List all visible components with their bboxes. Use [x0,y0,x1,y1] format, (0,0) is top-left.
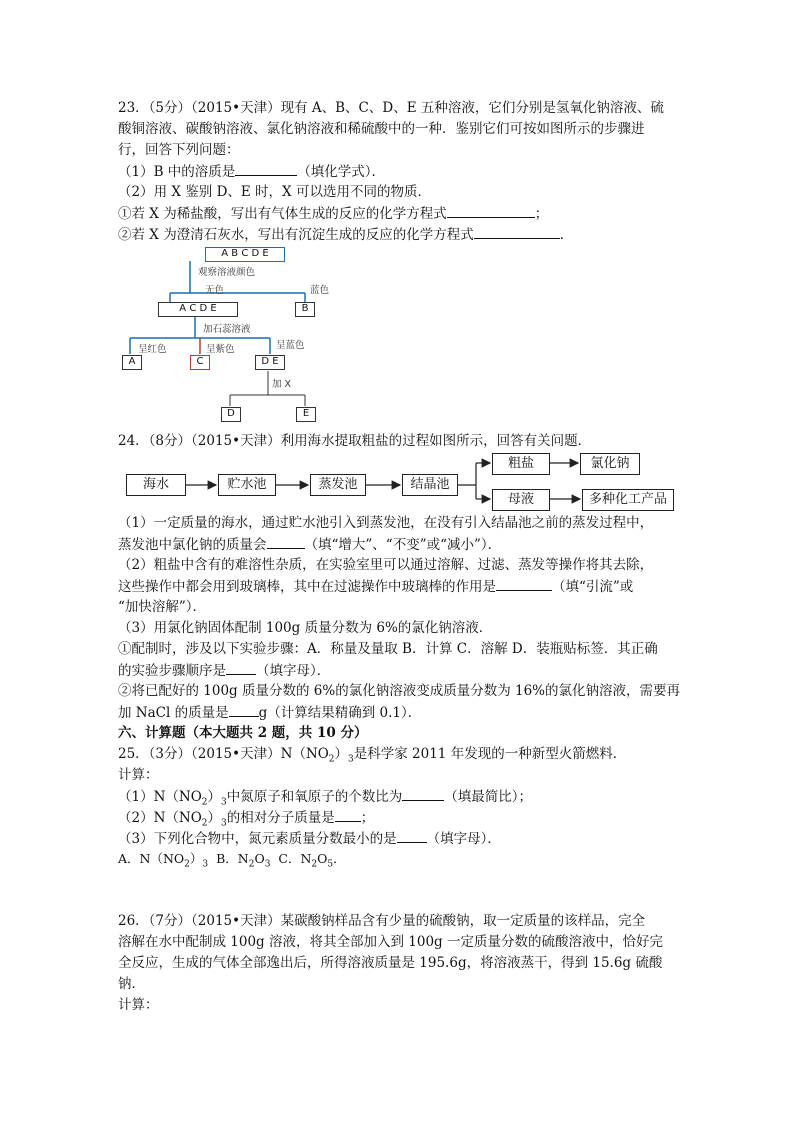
q23-sub1 [118,161,385,182]
q23-sub2: （2）用 X 鉴别 D、E 时，X 可以选用不同的物质． [118,184,431,200]
q24-sub1-cont [118,534,501,555]
node-abcde: A B C D E [205,247,285,262]
node-d: D [221,407,241,422]
subscript: 2 [311,859,318,870]
subscript: 2 [328,754,335,765]
q25-sub1-b: ） [207,789,222,805]
q25-sub3-b: （填字母）． [426,831,501,847]
q26-line3: 全反应，生成的气体全部逸出后，所得溶液质量是 195.6g，将溶液蒸干，得到 15.6g 硫酸 [118,955,663,971]
q25-sub3-a: （3）下列化合物中，氮元素质量分数最小的是 [118,831,397,847]
q24-sub2-tail: （填“引流”或 [552,579,634,595]
subscript: 2 [248,859,255,870]
option-text: ． [333,851,346,866]
label-colorless: 无色 [205,285,225,296]
q23-line2: 酸铜溶液、碳酸钠溶液、氯化钠溶液和稀硫酸中的一种．鉴别它们可按如图所示的步骤进 [118,121,645,137]
q23-sub2-2-text: ②若 X 为澄清石灰水，写出有沉淀生成的反应的化学方程式 [118,227,474,243]
label-add-litmus: 加石蕊溶液 [203,324,251,335]
q25-intro-b: ） [334,746,349,762]
q23-sub2-2 [118,224,573,245]
subscript: 3 [202,859,209,870]
q23-identification-diagram [120,244,330,430]
label-red: 呈红色 [138,344,167,355]
option-text: B．N [208,851,249,866]
q25-sub2-b: ） [207,810,222,826]
flow-crystallization-pool: 结晶池 [402,474,458,496]
flow-evaporation-pool: 蒸发池 [310,474,366,496]
q25-intro-a: 25．（3分）（2015•天津）N（NO [118,746,329,762]
answer-blank [235,161,297,176]
label-blueish: 呈蓝色 [276,340,305,351]
q23-sub2-1-tail: ； [534,206,549,222]
subscript: 3 [348,754,354,765]
label-observe-color: 观察溶液颜色 [198,267,256,278]
q25-sub1-c: 中氮原子和氧原子的个数比为 [226,789,403,805]
flow-storage-pool: 贮水池 [218,474,276,496]
q23-sub2-2-tail: ． [559,227,574,243]
answer-blank [397,828,427,843]
q26-calc-label: 计算： [118,997,159,1013]
q26-line4: 钠． [118,976,145,992]
q24-sub3-2-tail: g（计算结果精确到 0.1）． [258,705,422,721]
q24-sub3-2-cont [118,702,421,723]
option-text: A．N（NO [118,851,185,866]
node-acde: A C D E [158,302,238,317]
answer-blank [267,534,305,549]
flow-crude-salt: 粗盐 [492,453,550,475]
answer-blank [447,203,535,218]
option-text: O [317,851,328,866]
subscript: 2 [201,818,208,829]
q23-sub1-text: （1）B 中的溶质是 [118,164,236,180]
q24-sub2-text: 这些操作中都会用到玻璃棒，其中在过滤操作中玻璃棒的作用是 [118,579,496,595]
q23-sub2-1 [118,203,548,224]
flow-seawater: 海水 [126,474,186,496]
answer-blank [335,807,361,822]
q24-sub3-2-text: 加 NaCl 的质量是 [118,705,229,721]
node-e: E [296,407,316,422]
q25-sub1-a: （1）N（NO [118,789,202,805]
section-heading: 六、计算题（本大题共 2 题，共 10 分） [118,725,368,741]
q24-flow-diagram [118,450,678,512]
q24-sub3-2: ②将已配好的 100g 质量分数的 6%的氯化钠溶液变成质量分数为 16%的氯化钠溶液，需要再 [118,683,680,699]
q24-sub3-1-tail: （填字母）． [256,663,331,679]
subscript: 3 [264,859,271,870]
q25-options [118,849,346,875]
answer-blank [229,702,259,717]
q24-sub3-1: ①配制时，涉及以下实验步骤：A．称量及量取 B．计算 C．溶解 D．装瓶贴标签．其正确 [118,641,658,657]
q26-line1: 26．（7分）（2015•天津）某碳酸钠样品含有少量的硫酸钠，取一定质量的该样品，完全 [118,913,646,929]
option-text: C．N [270,851,312,866]
option-text: O [254,851,265,866]
q25-sub1-d: （填最简比）； [444,789,533,805]
q24-sub2: （2）粗盐中含有的难溶性杂质，在实验室里可以通过溶解、过滤、蒸发等操作将其去除， [118,557,654,573]
q25-sub2-a: （2）N（NO [118,810,202,826]
q26-line2: 溶解在水中配制成 100g 溶液，将其全部加入到 100g 一定质量分数的硫酸溶液中，恰好完 [118,934,663,950]
answer-blank [226,660,256,675]
subscript: 2 [201,797,208,808]
q24-sub2-cont [118,576,633,597]
q24-sub1-tail: （填“增大”、“不变”或“减小”）． [304,537,502,553]
subscript: 2 [184,859,190,870]
flow-chemical-products: 多种化工产品 [582,489,674,511]
q25-sub3 [118,828,501,849]
label-purple: 呈紫色 [206,344,235,355]
q23-line3: 行，回答下列问题： [118,142,240,158]
answer-blank [496,576,552,591]
subscript: 3 [221,797,227,808]
node-c: C [190,355,210,370]
q24-sub1: （1）一定质量的海水，通过贮水池引入到蒸发池，在没有引入结晶池之前的蒸发过程中， [118,515,654,531]
q25-calc-label: 计算： [118,767,159,783]
node-de: D E [255,355,285,370]
flow-sodium-chloride: 氯化钠 [580,453,640,475]
subscript: 3 [221,818,227,829]
node-a: A [122,355,142,370]
node-b: B [295,302,315,317]
q23-sub1-tail: （填化学式）． [297,164,386,180]
q25-sub2-c: 的相对分子质量是 [226,810,335,826]
q25-line1 [118,744,626,770]
q23-line1: 23．（5分）（2015•天津）现有 A、B、C、D、E 五种溶液，它们分别是氢氧化钠溶液、硫 [118,100,664,116]
q24-sub3-1-text: 的实验步骤顺序是 [118,663,226,679]
q24-sub2-end: “加快溶解”）． [118,599,207,615]
q24-sub3: （3）用氯化钠固体配制 100g 质量分数为 6%的氯化钠溶液． [118,620,493,636]
option-text: ） [189,851,203,866]
label-add-x: 加 X [272,379,292,390]
label-blue: 蓝色 [310,285,330,296]
q23-sub2-1-text: ①若 X 为稀盐酸，写出有气体生成的反应的化学方程式 [118,206,447,222]
flow-mother-liquor: 母液 [492,489,550,511]
q24-sub3-1-cont [118,660,330,681]
q24-line1: 24．（8分）（2015•天津）利用海水提取粗盐的过程如图所示，回答有关问题． [118,433,592,449]
q24-sub1-text: 蒸发池中氯化钠的质量会 [118,537,267,553]
answer-blank [402,786,444,801]
q25-sub2-d: ； [360,810,375,826]
q25-intro-c: 是科学家 2011 年发现的一种新型火箭燃料． [353,746,627,762]
answer-blank [474,224,560,239]
subscript: 5 [327,859,334,870]
